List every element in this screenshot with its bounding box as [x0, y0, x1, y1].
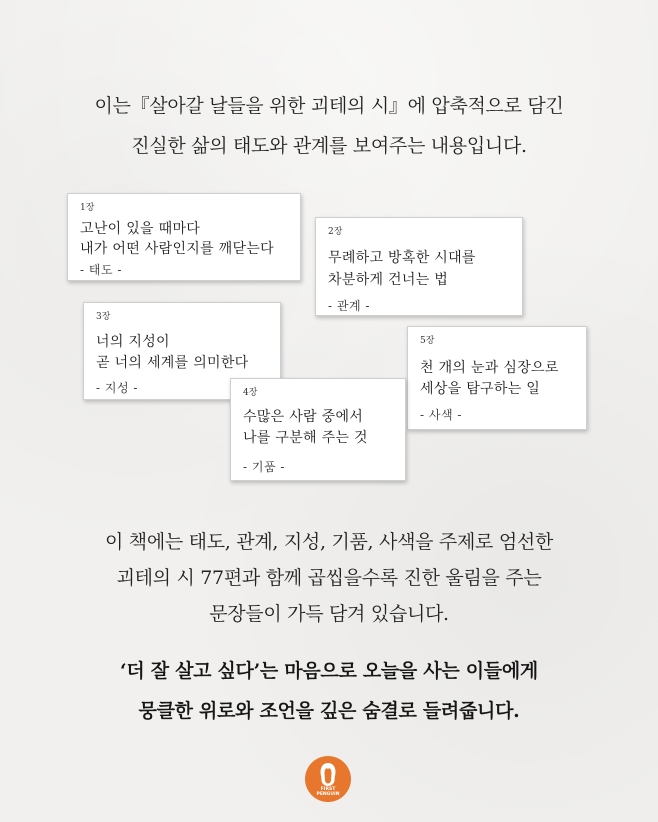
body-line-1: 이 책에는 태도, 관계, 지성, 기품, 사색을 주제로 엄선한 — [104, 531, 553, 553]
body-line-2: 괴테의 시 77편과 함께 곱씹을수록 진한 울림을 주는 — [116, 567, 542, 589]
card-text-line-1: 무례하고 방혹한 시대를 — [328, 250, 476, 266]
emphasis-line-2: 뭉클한 위로와 조언을 깊은 숨결로 들려줍니다. — [138, 700, 520, 722]
intro-line-1: 이는『살아갈 날들을 위한 괴테의 시』에 압축적으로 담긴 — [94, 95, 564, 117]
card-text-line-2: 세상을 탐구하는 일 — [420, 381, 541, 397]
chapter-card-2 — [315, 217, 523, 316]
chapter-number: 1장 — [80, 203, 95, 213]
logo-text-penguin: PENGUIN — [316, 791, 340, 797]
chapter-number: 2장 — [328, 227, 343, 237]
body-text — [0, 524, 658, 632]
emphasis-text — [0, 651, 658, 731]
chapter-number: 5장 — [420, 336, 435, 346]
card-keyword: - 사색 - — [420, 408, 462, 422]
card-text-line-1: 너의 지성이 — [96, 334, 170, 350]
first-penguin-logo — [305, 756, 351, 802]
card-text-line-1: 천 개의 눈과 심장으로 — [420, 360, 559, 376]
card-text-line-2: 내가 어떤 사람인지를 깨닫는다 — [80, 241, 274, 257]
emphasis-line-1: ‘더 잘 살고 싶다’는 마음으로 오늘을 사는 이들에게 — [120, 660, 538, 682]
logo-text-first: FIRST — [320, 786, 336, 792]
card-text-line-2: 곧 너의 세계를 의미한다 — [96, 355, 249, 371]
intro-line-2: 진실한 삶의 태도와 관계를 보여주는 내용입니다. — [131, 135, 527, 157]
card-text-line-1: 고난이 있을 때마다 — [80, 221, 201, 237]
chapter-number: 3장 — [96, 312, 111, 322]
card-keyword: - 기품 - — [243, 460, 285, 474]
chapter-card-4 — [230, 378, 406, 481]
intro-text — [0, 86, 658, 166]
card-text-line-2: 나를 구분해 주는 것 — [243, 430, 368, 446]
card-keyword: - 태도 - — [80, 263, 122, 277]
card-text-line-1: 수많은 사람 중에서 — [243, 409, 364, 425]
chapter-number: 4장 — [243, 388, 258, 398]
chapter-card-5 — [407, 326, 587, 430]
card-keyword: - 지성 - — [96, 381, 138, 395]
chapter-card-1 — [67, 193, 301, 281]
card-text-line-2: 차분하게 건너는 법 — [328, 272, 449, 288]
card-keyword: - 관계 - — [328, 299, 370, 313]
body-line-3: 문장들이 가득 담겨 있습니다. — [209, 603, 449, 625]
